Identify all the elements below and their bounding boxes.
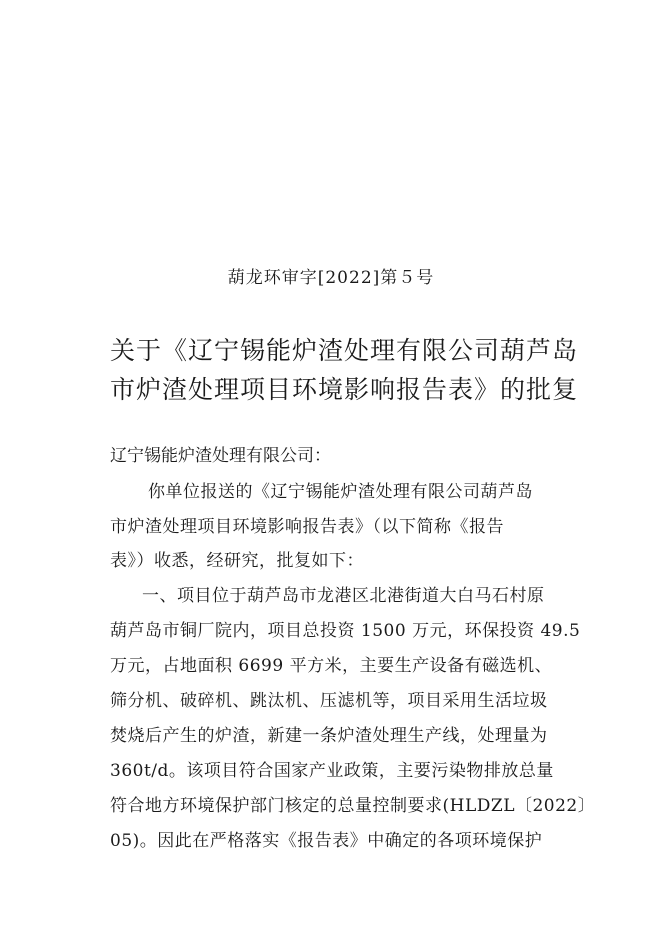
paragraph-2-line-7: 符合地方环境保护部门核定的总量控制要求(HLDZL〔2022〕 bbox=[110, 796, 596, 816]
paragraph-2-line-8: 05)。因此在严格落实《报告表》中确定的各项环境保护 bbox=[110, 831, 543, 851]
paragraph-2-line-6: 360t/d。该项目符合国家产业政策，主要污染物排放总量 bbox=[110, 761, 554, 781]
paragraph-2-line-5: 焚烧后产生的炉渣，新建一条炉渣处理生产线，处理量为 bbox=[110, 726, 548, 746]
paragraph-2-line-4: 筛分机、破碎机、跳汰机、压滤机等，项目采用生活垃圾 bbox=[110, 691, 548, 711]
addressee: 辽宁锡能炉渣处理有限公司： bbox=[110, 446, 331, 466]
paragraph-1-line-3: 表》）收悉，经研究，批复如下： bbox=[110, 551, 364, 571]
document-number: 葫龙环审字[2022]第５号 bbox=[227, 268, 435, 288]
paragraph-1-line-2: 市炉渣处理项目环境影响报告表》（以下简称《报告 bbox=[110, 517, 504, 537]
document-title-line-1: 关于《辽宁锡能炉渣处理有限公司葫芦岛 bbox=[110, 336, 579, 365]
paragraph-2-line-3: 万元，占地面积 6699 平方米，主要生产设备有磁选机、 bbox=[110, 656, 553, 676]
paragraph-2-line-1: 一、项目位于葫芦岛市龙港区北港街道大白马石村原 bbox=[142, 586, 545, 606]
paragraph-1-line-1: 你单位报送的《辽宁锡能炉渣处理有限公司葫芦岛 bbox=[148, 482, 533, 502]
paragraph-2-line-2: 葫芦岛市铜厂院内，项目总投资 1500 万元，环保投资 49.5 bbox=[110, 621, 581, 641]
document-title-line-2: 市炉渣处理项目环境影响报告表》的批复 bbox=[110, 375, 579, 404]
